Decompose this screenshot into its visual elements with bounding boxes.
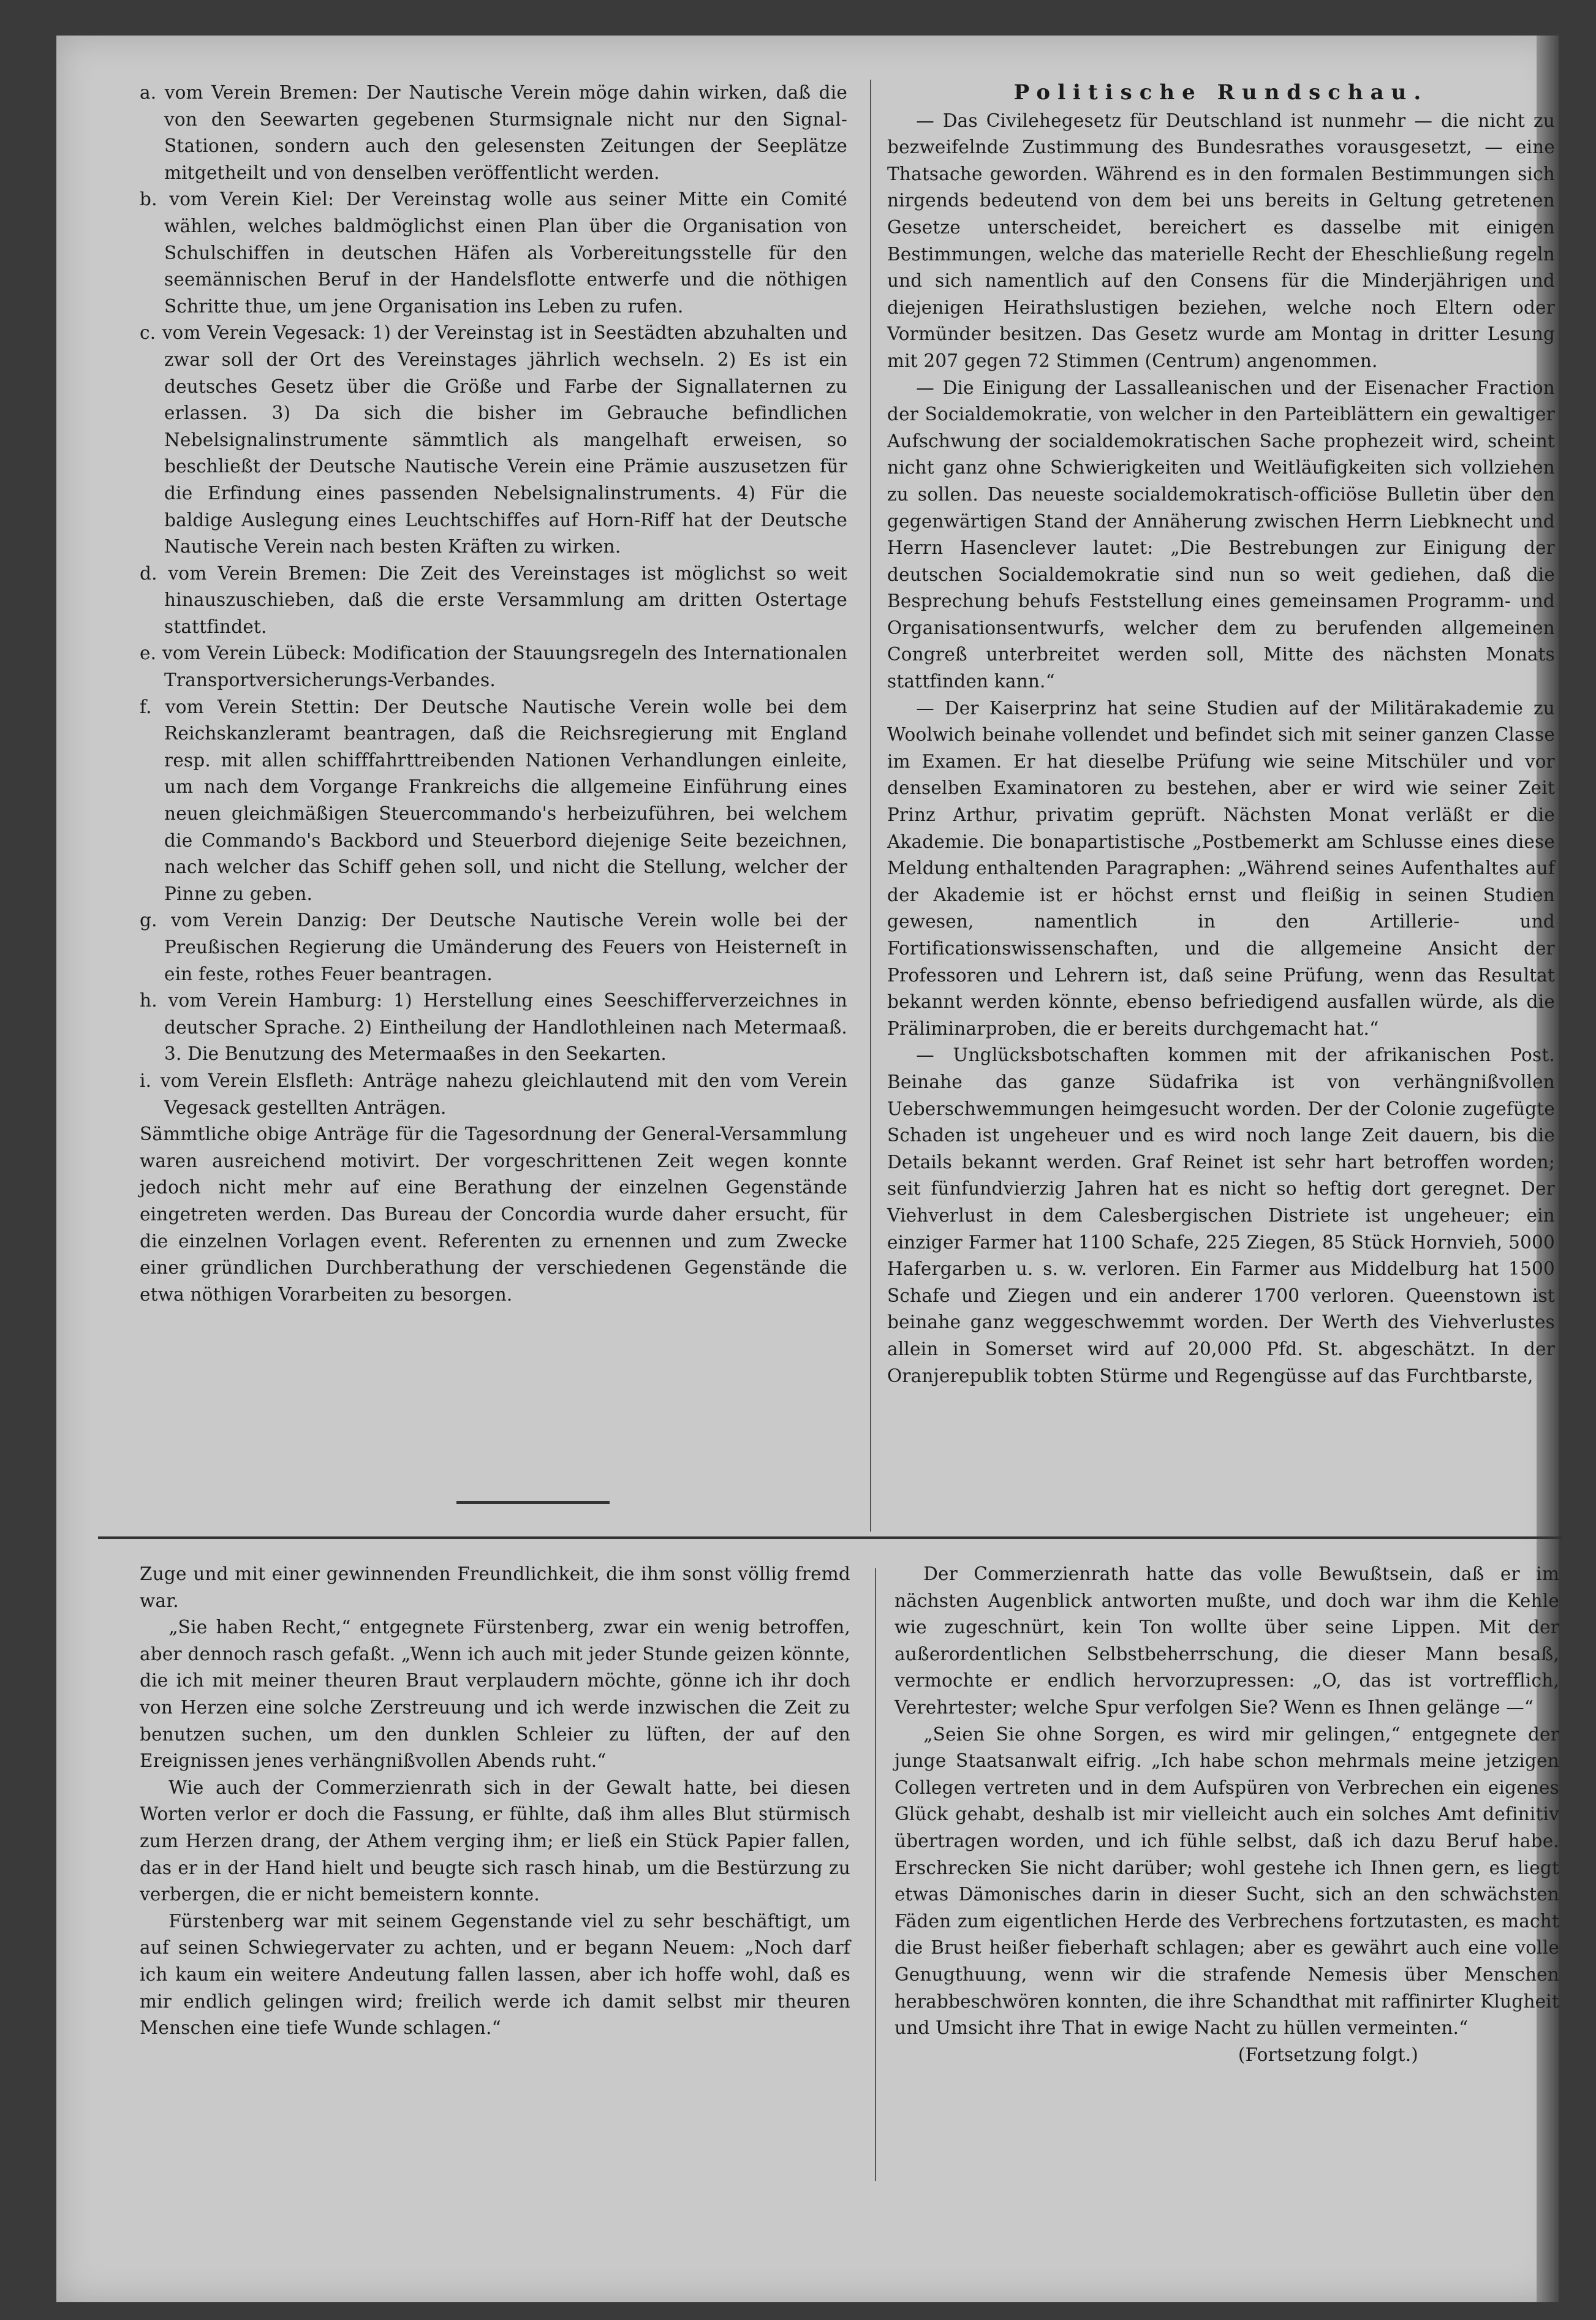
motions-closing-paragraph: Sämmtliche obige Anträge für die Tagesordnung der General-Versammlung waren ausreichend motivirt. Der vorgeschrittenen Zeit wegen konnte jedoch nicht mehr auf eine Berathung der einzelnen Gegenstände eingetreten werden. Das Bureau der Concordia wurde daher ersucht, für die einzelnen Vorlagen event. Referenten zu ernennen und zum Zwecke einer gründlichen Durchberathung der verschiedenen Gegenstände die etwa nöthigen Vorarbeiten zu besorgen. xyxy=(140,1124,847,1305)
motion-item: f. vom Verein Stettin: Der Deutsche Nautische Verein wolle bei dem Reichskanzleramt beantragen, daß die Reichsregierung mit England resp. mit allen schifffahrttreibenden Nationen Verhandlungen einleite, um nach dem Vorgange Frankreichs die allgemeine Einführung eines neuen gleichmäßigen Steuercommando's herbeizuführen, bei welchem die Commando's Backbord und Steuerbord diejenige Seite bezeichnen, nach welcher das Schiff gehen soll, und nicht die Stellung, welcher der Pinne zu geben. xyxy=(140,696,847,904)
serial-novel-column-right xyxy=(894,1561,1559,2068)
novel-paragraph: „Sie haben Recht,“ entgegnete Fürstenberg, zwar ein wenig betroffen, aber dennoch rasch gefaßt. „Wenn ich auch mit jeder Stunde geizen könnte, die ich mit meiner theuren Braut verplaudern möchte, gönne ich ihr doch von Herzen eine solche Zerstreuung und ich werde inzwischen die Zeit zu benutzen suchen, um den dunklen Schleier zu lüften, der auf den Ereignissen jenes verhängnißvollen Abends ruht.“ xyxy=(140,1617,850,1772)
motion-item: b. vom Verein Kiel: Der Vereinstag wolle aus seiner Mitte ein Comité wählen, welches baldmöglichst einen Plan über die Organisation von Schulschiffen in deutschen Häfen als Vorbereitungsstelle für den seemännischen Beruf in der Handelsflotte entwerfe und die nöthigen Schritte thue, um jene Organisation ins Leben zu rufen. xyxy=(140,189,847,317)
motion-item: c. vom Verein Vegesack: 1) der Vereinstag ist in Seestädten abzuhalten und zwar soll der Ort des Vereinstages jährlich wechseln. 2) Es ist ein deutsches Gesetz über die Größe und Farbe der Signallaternen zu erlassen. 3) Da sich die bisher im Gebrauche befindlichen Nebelsignalinstrumente sämmtlich als mangelhaft erweisen, so beschließt der Deutsche Nautische Verein eine Prämie auszusetzen für die Erfindung eines passenden Nebelsignalinstruments. 4) Für die baldige Auslegung eines Leuchtschiffes auf Horn-Riff hat der Deutsche Nautische Verein nach besten Kräften zu wirken. xyxy=(140,322,847,557)
motions-column xyxy=(140,80,847,1308)
novel-paragraph: Der Commerzienrath hatte das volle Bewußtsein, daß er im nächsten Augenblick antworten mußte, und doch war ihm die Kehle wie zugeschnürt, kein Ton wollte über seine Lippen. Mit der außerordentlichen Selbstbeherrschung, die dieser Mann besaß, vermochte er endlich hervorzupressen: „O, das ist vortrefflich, Verehrtester; welche Spur verfolgen Sie? Wenn es Ihnen gelänge —“ xyxy=(894,1563,1559,1718)
motion-item: d. vom Verein Bremen: Die Zeit des Vereinstages ist möglichst so weit hinauszuschieben, daß die erste Versammlung am dritten Ostertage stattfindet. xyxy=(140,562,847,637)
motion-item: g. vom Verein Danzig: Der Deutsche Nautische Verein wolle bei der Preußischen Regierung die Umänderung des Feuers von Heisterneſt in ein feste, rothes Feuer beantragen. xyxy=(140,910,847,984)
motion-item: a. vom Verein Bremen: Der Nautische Verein möge dahin wirken, daß die von den Seewarten gegebenen Sturmsignale nicht nur den Signal-Stationen, sondern auch den gelesensten Zeitungen der Seeplätze mitgetheilt und von denselben veröffentlicht werden. xyxy=(140,82,847,183)
column-divider xyxy=(870,80,871,1532)
section-heading: Politische Rundschau. xyxy=(1013,80,1429,105)
news-paragraph: — Der Kaiserprinz hat seine Studien auf der Militärakademie zu Woolwich beinahe vollendet und befindet sich mit seiner ganzen Classe im Examen. Er hat dieselbe Prüfung wie seine Mitschüler und vor denselben Examinatoren zu bestehen, aber er wird wie seiner Zeit Prinz Arthur, privatim geprüft. Nächsten Monat verläßt er die Akademie. Die bonapartistische „Postbemerkt am Schlusse eines diese Meldung enthaltenden Paragraphen: „Während seines Aufenthaltes auf der Akademie ist er höchst ernst und fleißig in seinen Studien gewesen, namentlich in den Artillerie- und Fortificationswissenschaften, und die allgemeine Ansicht der Professoren und Lehrern ist, daß seine Prüfung, wenn das Resultat bekannt werden könnte, ebenso befriedigend ausfallen würde, als die Präliminarproben, die er bereits durchgemacht hat.“ xyxy=(887,697,1555,1039)
news-paragraph: — Die Einigung der Lassalleanischen und der Eisenacher Fraction der Socialdemokratie, von welcher in den Parteiblättern ein gewaltiger Aufschwung der socialdemokratischen Sache prophezeit wird, scheint nicht ganz ohne Schwierigkeiten und Weitläufigkeiten sich vollziehen zu sollen. Das neueste socialdemokratisch-officiöse Bulletin über den gegenwärtigen Stand der Annäherung zwischen Herrn Liebknecht und Herrn Hasenclever lautet: „Die Bestrebungen zur Einigung der deutschen Socialdemokratie sind nun so weit gediehen, daß die Besprechung behufs Feststellung eines gemeinsamen Programm- und Organisationsentwurfs, welcher dem zu berufenden allgemeinen Congreß unterbreitet werden soll, Mitte des nächsten Monats stattfinden kann.“ xyxy=(887,377,1555,692)
novel-paragraph: Zuge und mit einer gewinnenden Freundlichkeit, die ihm sonst völlig fremd war. xyxy=(140,1563,850,1611)
motion-item: i. vom Verein Elsfleth: Anträge nahezu gleichlautend mit den vom Verein Vegesack gestellten Anträgen. xyxy=(140,1070,847,1118)
motion-item: e. vom Verein Lübeck: Modification der Stauungsregeln des Internationalen Transportversicherungs-Verbandes. xyxy=(140,643,847,691)
continuation-note: (Fortsetzung folgt.) xyxy=(1238,2044,1418,2065)
political-review-column xyxy=(887,80,1555,1389)
novel-paragraph: Wie auch der Commerzienrath sich in der Gewalt hatte, bei diesen Worten verlor er doch die Fassung, er fühlte, daß ihm alles Blut stürmisch zum Herzen drang, der Athem verging ihm; er ließ ein Stück Papier fallen, das er in der Hand hielt und beugte sich rasch hinab, um die Bestürzung zu verbergen, die er nicht bemeistern konnte. xyxy=(140,1777,850,1905)
feuilleton-divider xyxy=(98,1536,1562,1539)
serial-novel-column-left xyxy=(140,1561,850,2042)
column-divider xyxy=(875,1568,876,2181)
novel-paragraph: Fürstenberg war mit seinem Gegenstande viel zu sehr beschäftigt, um auf seinen Schwiegervater zu achten, und er begann Neuem: „Noch darf ich kaum ein weitere Andeutung fallen lassen, aber ich hoffe wohl, daß es mir endlich gelingen wird; freilich werde ich damit selbst mir theuren Menschen eine tiefe Wunde schlagen.“ xyxy=(140,1910,850,2039)
news-paragraph: — Unglücksbotschaften kommen mit der afrikanischen Post. Beinahe das ganze Südafrika ist von verhängnißvollen Ueberschwemmungen heimgesucht worden. Der der Colonie zugefügte Schaden ist ungeheuer und es wird noch lange Zeit dauern, bis die Details bekannt werden. Graf Reinet ist sehr hart betroffen worden; seit fünfundvierzig Jahren hat es nicht so heftig dort geregnet. Der Viehverlust in dem Calesbergischen Distriete ist ungeheuer; ein einziger Farmer hat 1100 Schafe, 225 Ziegen, 85 Stück Hornvieh, 5000 Hafergarben u. s. w. verloren. Ein Farmer aus Middelburg hat 1500 Schafe und Ziegen und ein anderer 1700 verloren. Queenstown ist beinahe ganz weggeschwemmt worden. Der Werth des Viehverlustes allein in Somerset wird auf 20,000 Pfd. St. abgeschätzt. In der Oranjerepublik tobten Stürme und Regengüsse auf das Furchtbarste, xyxy=(887,1045,1555,1386)
novel-paragraph: „Seien Sie ohne Sorgen, es wird mir gelingen,“ entgegnete der junge Staatsanwalt eifrig. „Ich habe schon mehrmals meine jetzigen Collegen vertreten und in dem Aufspüren von Verbrechen ein eigenes Glück gehabt, deshalb ist mir vielleicht auch ein solches Amt definitiv übertragen worden, und ich fühle selbst, daß ich dazu Beruf habe. Erschrecken Sie nicht darüber; wohl gestehe ich Ihnen gern, es liegt etwas Dämonisches darin in dieser Sucht, sich an den schwächsten Fäden zum eigentlichen Herde des Verbrechens fortzutasten, es macht die Brust heißer fieberhaft schlagen; aber es gewährt auch eine volle Genugthuung, wenn wir die strafende Nemesis über Menschen herabbeschwören konnten, die ihre Schandthat mit raffinirter Klugheit und Umsicht ihre That in ewige Nacht zu hüllen vermeinten.“ xyxy=(894,1723,1559,2039)
section-end-rule xyxy=(456,1501,610,1504)
motion-item: h. vom Verein Hamburg: 1) Herstellung eines Seeschifferverzeichnes in deutscher Sprache. 2) Eintheilung der Handlothleinen nach Metermaaß. 3. Die Benutzung des Metermaaßes in den Seekarten. xyxy=(140,990,847,1065)
news-paragraph: — Das Civilehegesetz für Deutschland ist nunmehr — die nicht zu bezweifelnde Zustimmung des Bundesrathes vorausgesetzt, — eine Thatsache geworden. Während es in den formalen Bestimmungen sich nirgends bedeutend von dem bei uns bereits in Geltung getretenen Gesetze unterscheidet, bereichert es dasselbe mit einigen Bestimmungen, welche das materielle Recht der Eheschließung regeln und sich namentlich auf den Consens für die Minderjährigen und diejenigen Heirathslustigen beziehen, welche noch Eltern oder Vormünder besitzen. Das Gesetz wurde am Montag in dritter Lesung mit 207 gegen 72 Stimmen (Centrum) angenommen. xyxy=(887,110,1555,371)
